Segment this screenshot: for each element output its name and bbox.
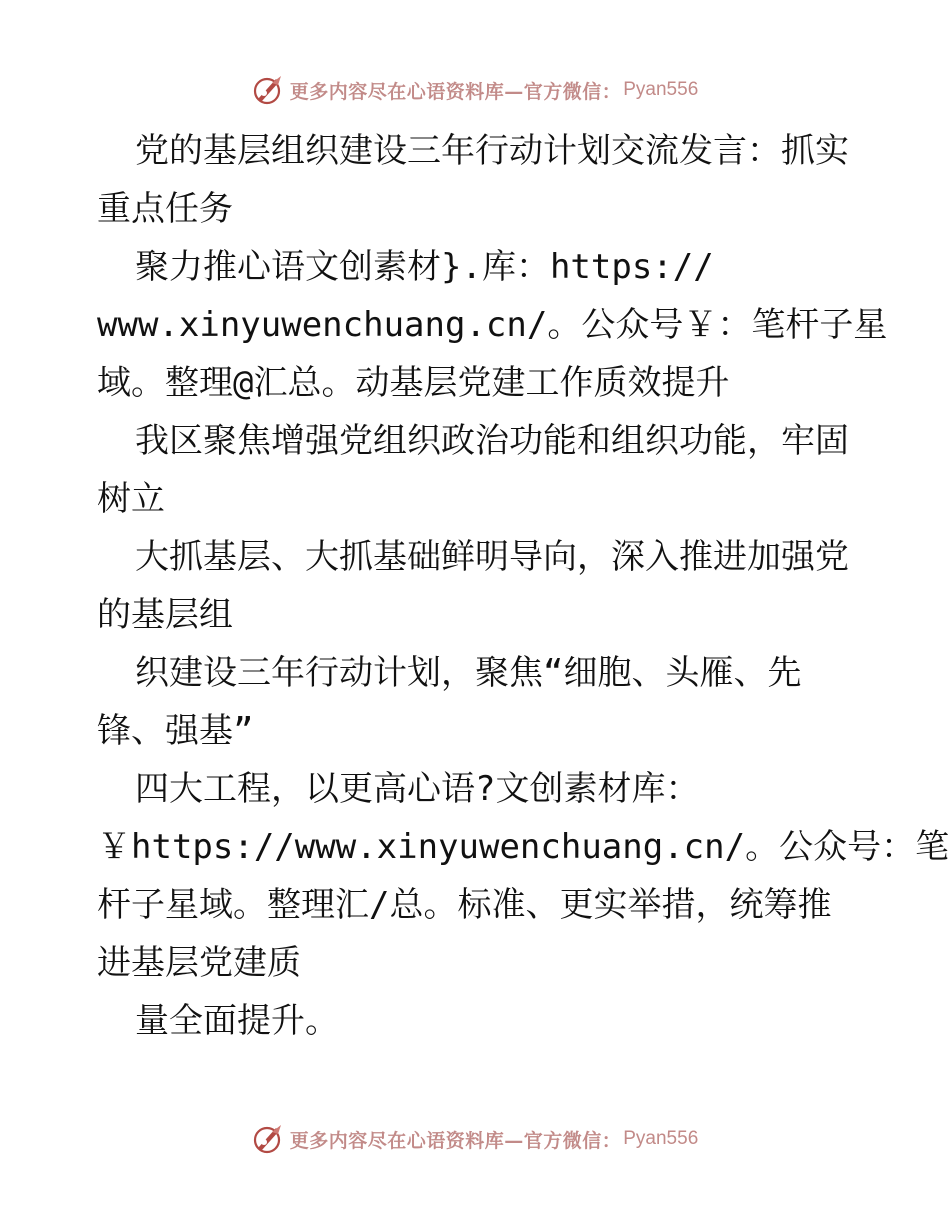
text-line: 我区聚焦增强党组织政治功能和组织功能，牢固 [135,421,849,461]
text-line: 织建设三年行动计划，聚焦“细胞、头雁、先 [135,653,802,693]
text-line: www.xinyuwenchuang.cn/。公众号￥：笔杆子星 [97,305,888,345]
quill-pen-seal-icon [252,74,284,106]
header-banner [0,70,950,110]
footer-banner-text: 更多内容尽在心语资料库—官方微信： [289,1129,622,1152]
text-line: 大抓基层、大抓基础鲜明导向，深入推进加强党 [135,537,849,577]
text-line: 域。整理@汇总。动基层党建工作质效提升 [97,363,730,403]
text-line: 锋、强基” [97,711,254,751]
text-line: 量全面提升。 [135,1001,339,1041]
document-body [97,122,950,1050]
footer-wechat-id: Pyan556 [623,1128,699,1149]
text-line: 树立 [97,479,165,519]
text-line: 四大工程，以更高心语?文创素材库： [135,769,700,809]
quill-pen-seal-icon [252,1123,284,1155]
text-line: 聚力推心语文创素材}.库：https:// [135,247,714,287]
text-line: 进基层党建质 [97,943,301,983]
text-line: ￥https://www.xinyuwenchuang.cn/。公众号：笔 [97,827,950,867]
text-line: 的基层组 [97,595,233,635]
text-line: 杆子星域。整理汇/总。标准、更实举措，统筹推 [97,885,832,925]
footer-banner [0,1119,950,1159]
text-line: 党的基层组织建设三年行动计划交流发言：抓实 [135,131,849,171]
header-wechat-id: Pyan556 [623,79,699,100]
header-banner-text: 更多内容尽在心语资料库—官方微信： [289,80,622,103]
text-line: 重点任务 [97,189,233,229]
